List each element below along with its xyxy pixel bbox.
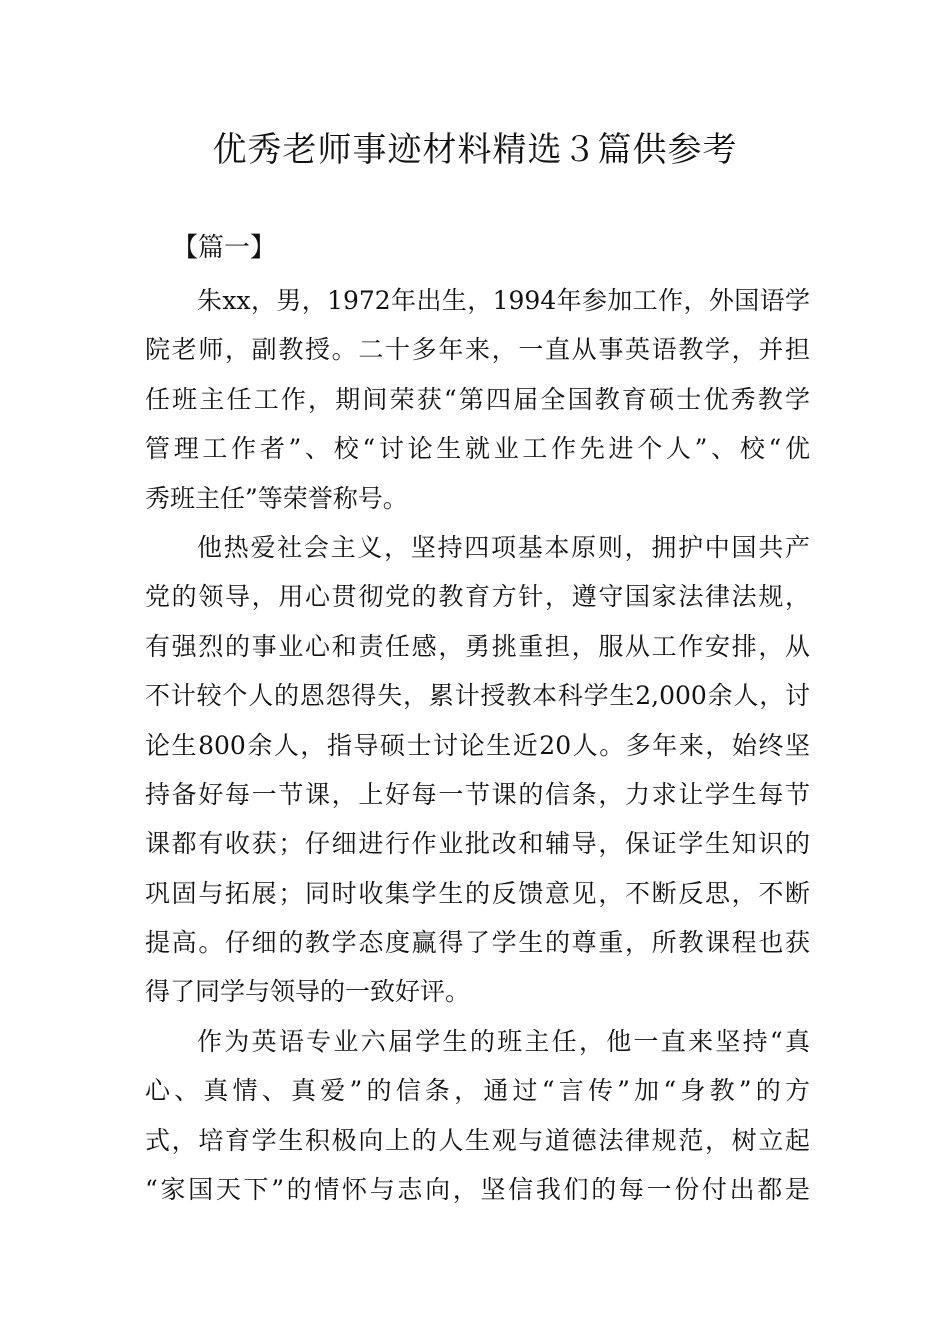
paragraph-line: 持备好每一节课，上好每一节课的信条，力求让学生每节 xyxy=(145,779,810,809)
paragraph-line: 课都有收获；仔细进行作业批改和辅导，保证学生知识的 xyxy=(145,829,810,859)
paragraph-line: 秀班主任”等荣誉称号。 xyxy=(145,483,408,513)
section-heading: 【篇一】 xyxy=(172,233,277,263)
paragraph-line: 提高。仔细的教学态度赢得了学生的尊重，所教课程也获 xyxy=(145,928,810,958)
paragraph-line: 党的领导，用心贯彻党的教育方针，遵守国家法律法规， xyxy=(145,582,810,612)
paragraph-line: 不计较个人的恩怨得失，累计授教本科学生2,000余人，讨 xyxy=(145,681,810,711)
paragraph-line: 式，培育学生积极向上的人生观与道德法律规范，树立起 xyxy=(145,1125,810,1155)
paragraph-line: 他热爱社会主义，坚持四项基本原则，拥护中国共产 xyxy=(197,532,810,562)
paragraph-line: 论生800余人，指导硕士讨论生近20人。多年来，始终坚 xyxy=(145,730,810,760)
paragraph-line: 得了同学与领导的一致好评。 xyxy=(145,977,471,1007)
paragraph-line: 管理工作者”、校“讨论生就业工作先进个人”、校“优 xyxy=(145,434,810,464)
document-title: 优秀老师事迹材料精选３篇供参考 xyxy=(212,130,738,170)
document-body xyxy=(145,276,810,1214)
paragraph-3 xyxy=(145,1017,810,1215)
paragraph-line: 院老师，副教授。二十多年来，一直从事英语教学，并担 xyxy=(145,335,810,365)
paragraph-line: 朱xx，男，1972年出生，1994年参加工作，外国语学 xyxy=(197,286,810,315)
paragraph-line: 巩固与拓展；同时收集学生的反馈意见，不断反思，不断 xyxy=(145,878,810,908)
paragraph-2 xyxy=(145,523,810,1017)
paragraph-1 xyxy=(145,276,810,523)
paragraph-line: 有强烈的事业心和责任感，勇挑重担，服从工作安排，从 xyxy=(145,631,810,661)
paragraph-line: 作为英语专业六届学生的班主任，他一直来坚持“真 xyxy=(197,1026,810,1056)
paragraph-line: 心、真情、真爱”的信条，通过“言传”加“身教”的方 xyxy=(145,1076,810,1106)
paragraph-line: “家国天下”的情怀与志向，坚信我们的每一份付出都是 xyxy=(145,1175,810,1205)
paragraph-line: 任班主任工作，期间荣获“第四届全国教育硕士优秀教学 xyxy=(145,384,810,414)
